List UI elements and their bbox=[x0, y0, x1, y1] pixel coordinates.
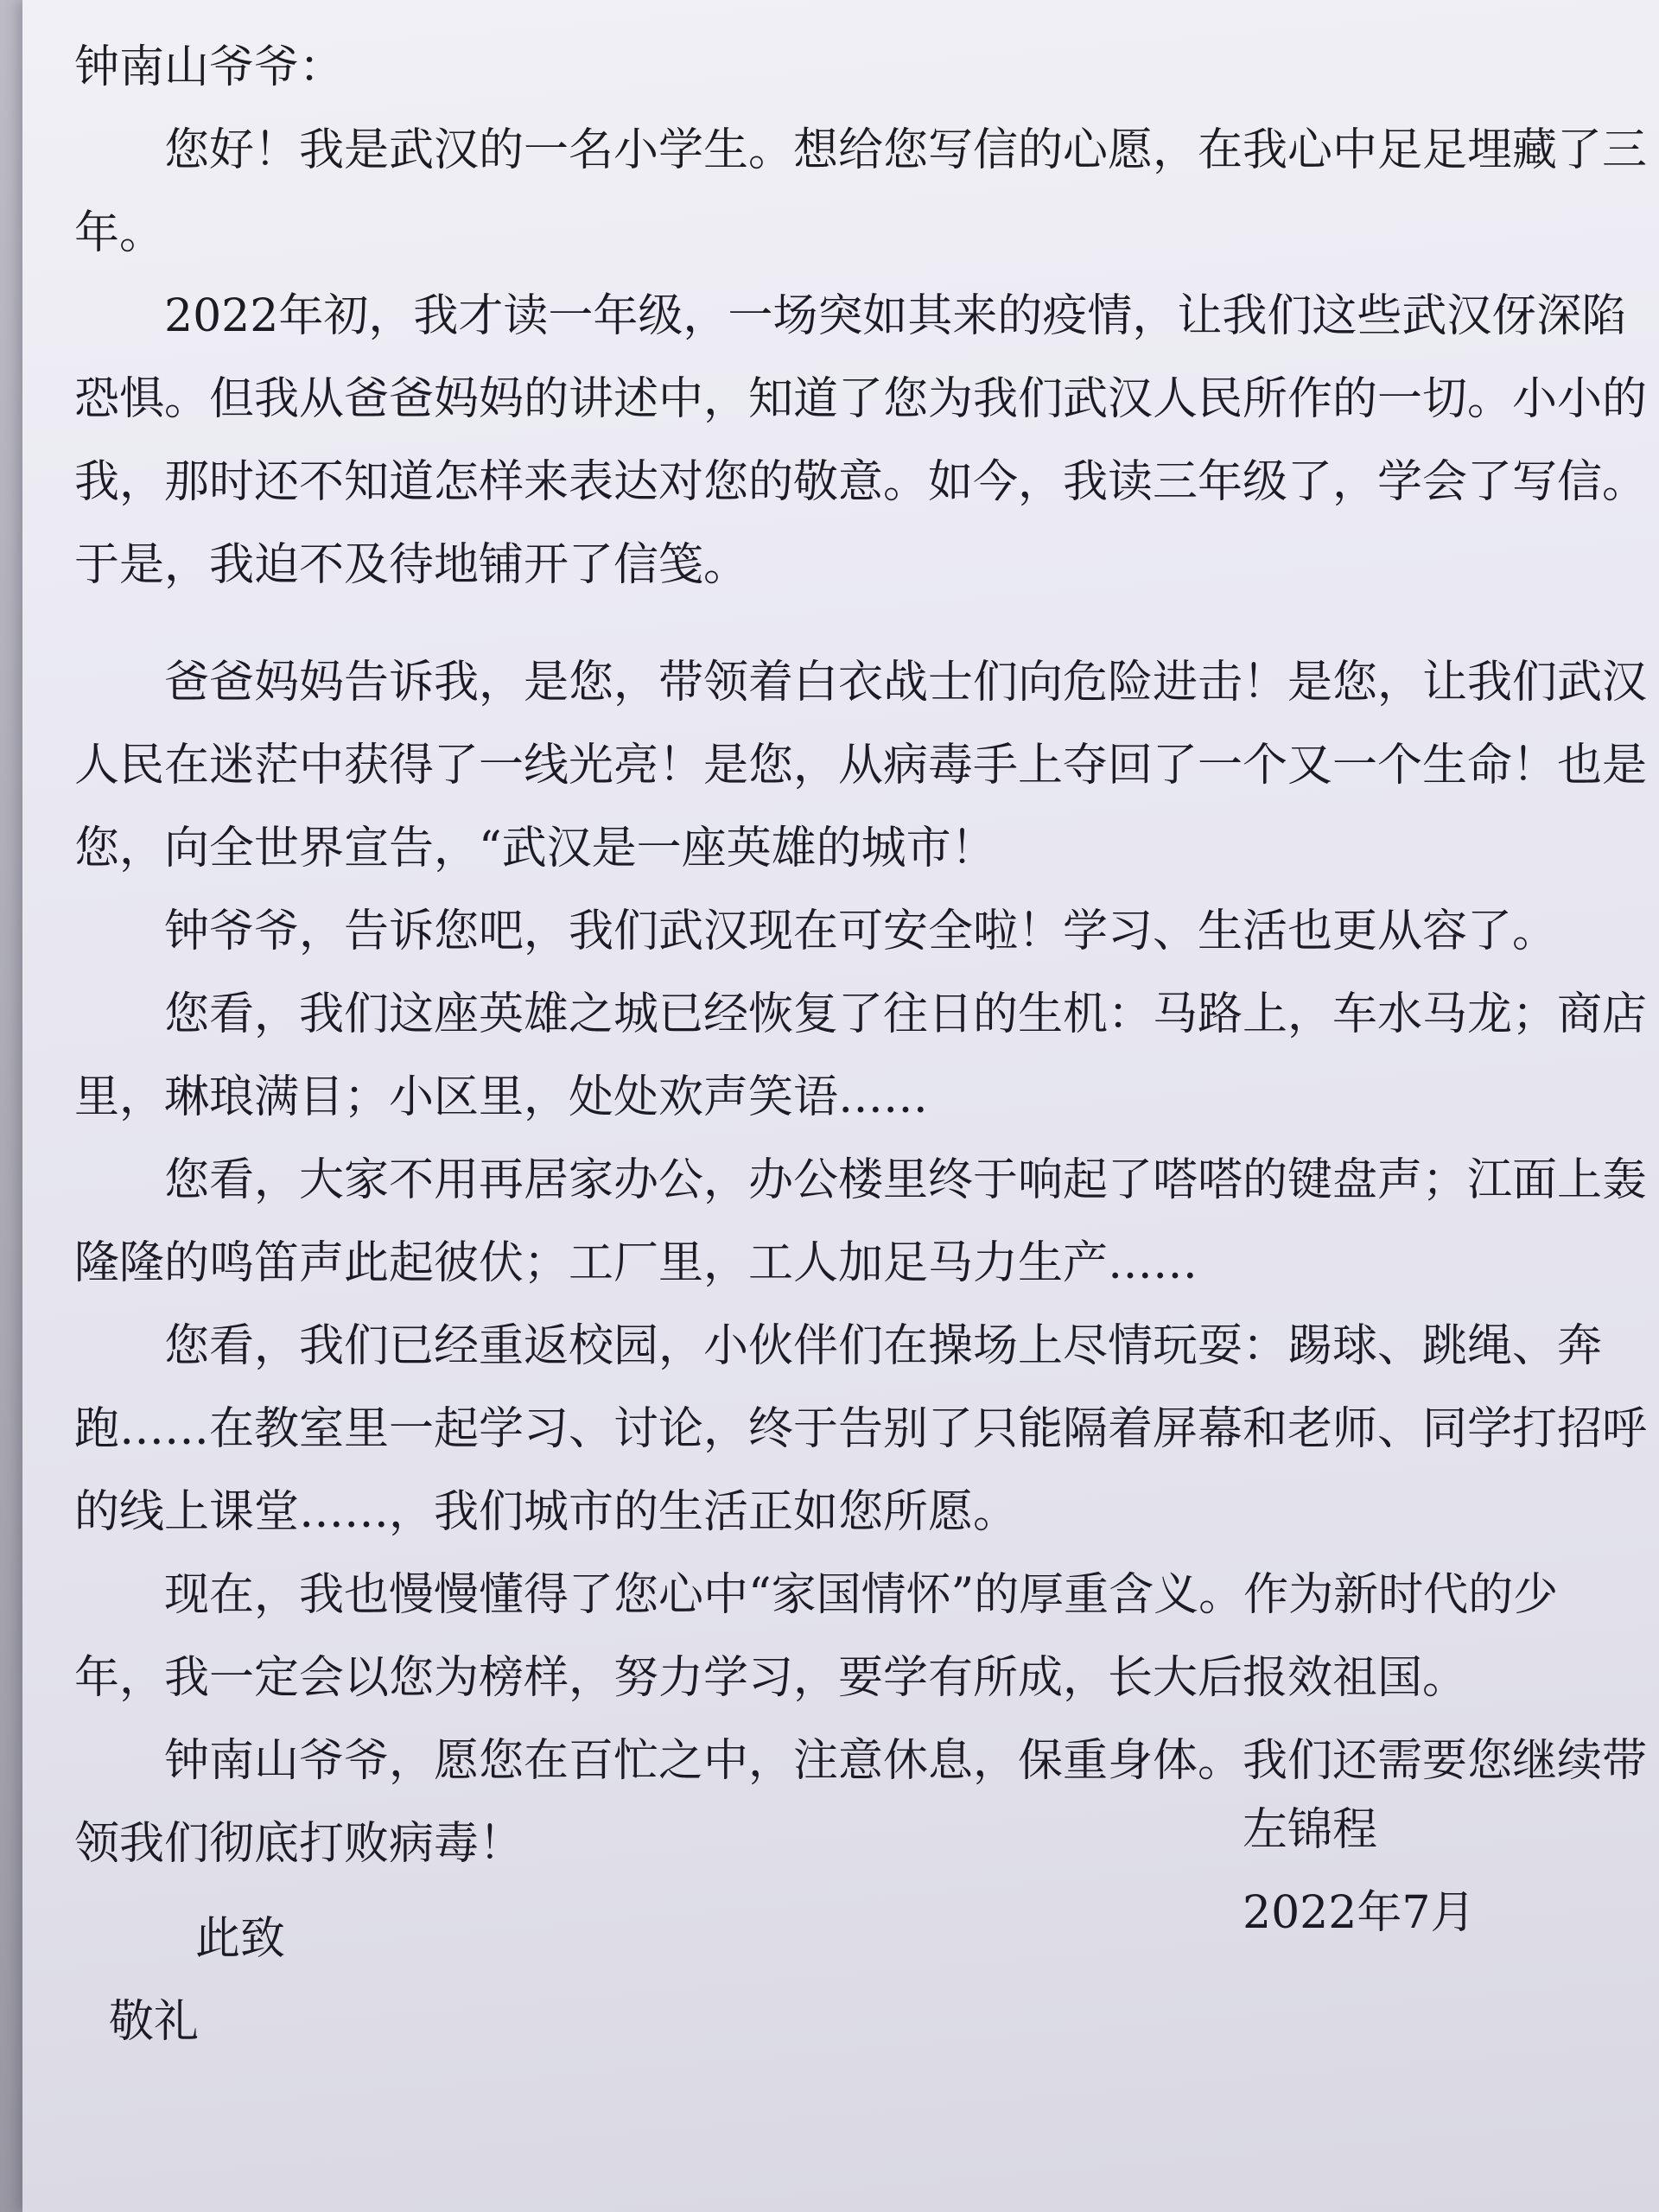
letter-body bbox=[74, 26, 1647, 2063]
letter-paragraph-8: 现在，我也慢慢懂得了您心中“家国情怀”的厚重含义。作为新时代的少年，我一定会以您为榜样，努力学习，要学有所成，长大后报效祖国。 bbox=[74, 1569, 1559, 1704]
signature-date: 2022年7月 bbox=[1243, 1887, 1476, 1939]
letter-paragraph-1: 您好！我是武汉的一名小学生。想给您写信的心愿，在我心中足足埋藏了三年。 bbox=[74, 124, 1648, 259]
letter-closing-cizhi: 此致 bbox=[195, 1913, 286, 1965]
letter-paragraph-6: 您看，大家不用再居家办公，办公楼里终于响起了嗒嗒的键盘声；江面上轰隆隆的鸣笛声此起彼伏；工厂里，工人加足马力生产…… bbox=[74, 1154, 1648, 1289]
signature-block bbox=[1243, 1789, 1475, 1955]
letter-paragraph-5: 您看，我们这座英雄之城已经恢复了往日的生机：马路上，车水马龙；商店里，琳琅满目；小区里，处处欢声笑语…… bbox=[74, 988, 1648, 1123]
letter-salutation: 钟南山爷爷： bbox=[74, 41, 345, 93]
letter-paragraph-3: 爸爸妈妈告诉我，是您，带领着白衣战士们向危险进击！是您，让我们武汉人民在迷茫中获得了一线光亮！是您，从病毒手上夺回了一个又一个生命！也是您，向全世界宣告，“武汉是一座英雄的城市！ bbox=[74, 657, 1648, 874]
letter-paragraph-2: 2022年初，我才读一年级，一场突如其来的疫情，让我们这些武汉伢深陷恐惧。但我从爸爸妈妈的讲述中，知道了您为我们武汉人民所作的一切。小小的我，那时还不知道怎样来表达对您的敬意。如今，我读三年级了，学会了写信。于是，我迫不及待地铺开了信笺。 bbox=[74, 290, 1648, 591]
letter-closing-jingli: 敬礼 bbox=[109, 1996, 200, 2048]
signature-name: 左锦程 bbox=[1243, 1804, 1378, 1856]
letter-paragraph-4: 钟爷爷，告诉您吧，我们武汉现在可安全啦！学习、生活也更从容了。 bbox=[164, 906, 1558, 957]
letter-paragraph-9: 钟南山爷爷，愿您在百忙之中，注意休息，保重身体。我们还需要您继续带领我们彻底打败病毒！ bbox=[74, 1735, 1648, 1870]
paragraph-gap bbox=[74, 607, 1647, 641]
letter-paragraph-7: 您看，我们已经重返校园，小伙伴们在操场上尽情玩耍：踢球、跳绳、奔跑……在教室里一起学习、讨论，终于告别了只能隔着屏幕和老师、同学打招呼的线上课堂……，我们城市的生活正如您所愿。 bbox=[74, 1320, 1648, 1538]
letter-paper bbox=[22, 0, 1659, 2212]
